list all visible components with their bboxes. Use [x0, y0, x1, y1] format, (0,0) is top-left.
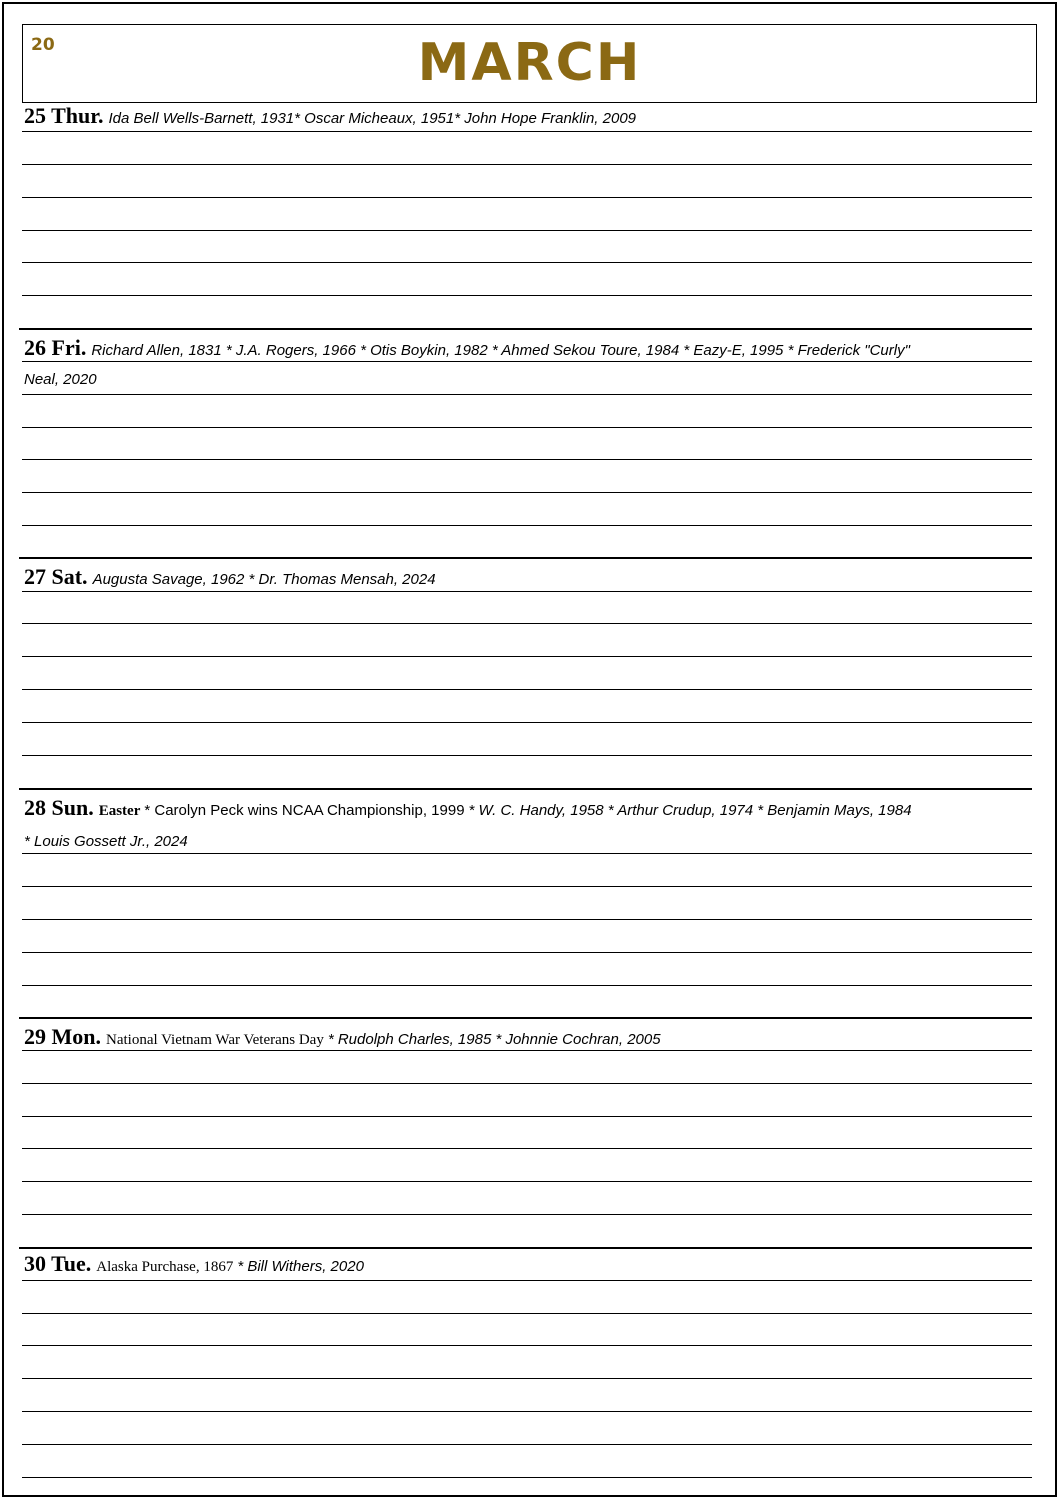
day-divider	[19, 328, 1032, 330]
event-text: * Oscar Micheaux, 1951	[294, 110, 455, 127]
day-entry-29	[24, 1024, 1030, 1050]
day-divider	[19, 1017, 1032, 1019]
writing-line	[22, 985, 1032, 986]
writing-line	[22, 230, 1032, 231]
day-label: 28 Sun.	[24, 795, 94, 820]
day-entry-25	[24, 103, 1030, 129]
writing-line	[22, 689, 1032, 690]
writing-line	[22, 1444, 1032, 1445]
event-text: Augusta Savage, 1962 * Dr. Thomas Mensah, 2024	[92, 571, 436, 588]
writing-line	[22, 427, 1032, 428]
writing-line	[22, 262, 1032, 263]
day-divider	[19, 788, 1032, 790]
writing-line	[22, 1148, 1032, 1149]
writing-line	[22, 1345, 1032, 1346]
writing-line	[22, 197, 1032, 198]
event-text: * Carolyn Peck wins NCAA Championship, 1999	[144, 802, 465, 819]
writing-line	[22, 853, 1032, 854]
writing-line	[22, 952, 1032, 953]
event-text: * Bill Withers, 2020	[237, 1258, 364, 1275]
writing-line	[22, 1214, 1032, 1215]
writing-line	[22, 1181, 1032, 1182]
writing-line	[22, 525, 1032, 526]
writing-line	[22, 492, 1032, 493]
writing-line	[22, 1050, 1032, 1051]
writing-line	[22, 361, 1032, 362]
writing-line	[22, 1477, 1032, 1478]
writing-line	[22, 623, 1032, 624]
day-label: 25 Thur.	[24, 103, 104, 128]
event-text: National Vietnam War Veterans Day	[106, 1032, 324, 1048]
writing-line	[22, 886, 1032, 887]
day-label: 29 Mon.	[24, 1024, 101, 1049]
writing-line	[22, 1313, 1032, 1314]
event-text: Alaska Purchase, 1867	[96, 1259, 234, 1275]
writing-line	[22, 1280, 1032, 1281]
writing-line	[22, 722, 1032, 723]
writing-line	[22, 656, 1032, 657]
day-divider	[19, 557, 1032, 559]
day-continuation-26: Neal, 2020	[24, 371, 97, 388]
day-continuation-28: * Louis Gossett Jr., 2024	[24, 833, 188, 850]
event-text: * John Hope Franklin, 2009	[454, 110, 637, 127]
month-header	[22, 24, 1037, 103]
month-title: MARCH	[417, 33, 642, 93]
writing-line	[22, 394, 1032, 395]
writing-line	[22, 591, 1032, 592]
day-label: 30 Tue.	[24, 1251, 92, 1276]
day-entry-27	[24, 564, 1030, 590]
writing-line	[22, 1411, 1032, 1412]
day-label: 26 Fri.	[24, 335, 87, 360]
day-entry-26	[24, 335, 1030, 361]
writing-line	[22, 755, 1032, 756]
event-text: * Rudolph Charles, 1985 * Johnnie Cochran, 2005	[327, 1031, 661, 1048]
day-entry-28	[24, 795, 1030, 821]
writing-line	[22, 1083, 1032, 1084]
writing-line	[22, 295, 1032, 296]
writing-line	[22, 164, 1032, 165]
writing-line	[22, 459, 1032, 460]
day-label: 27 Sat.	[24, 564, 88, 589]
event-text: Richard Allen, 1831 * J.A. Rogers, 1966 * Otis Boykin, 1982 * Ahmed Sekou Toure, 1984 * Eazy-E, 1995 * Frederick "Curly"	[91, 342, 910, 359]
event-text: * W. C. Handy, 1958 * Arthur Crudup, 1974 * Benjamin Mays, 1984	[468, 802, 912, 819]
event-text: Easter	[98, 803, 141, 819]
writing-line	[22, 1116, 1032, 1117]
writing-line	[22, 1378, 1032, 1379]
day-divider	[19, 1247, 1032, 1249]
page-number: 20	[31, 35, 55, 55]
event-text: Ida Bell Wells-Barnett, 1931	[108, 110, 295, 127]
writing-line	[22, 131, 1032, 132]
writing-line	[22, 919, 1032, 920]
day-entry-30	[24, 1251, 1030, 1277]
